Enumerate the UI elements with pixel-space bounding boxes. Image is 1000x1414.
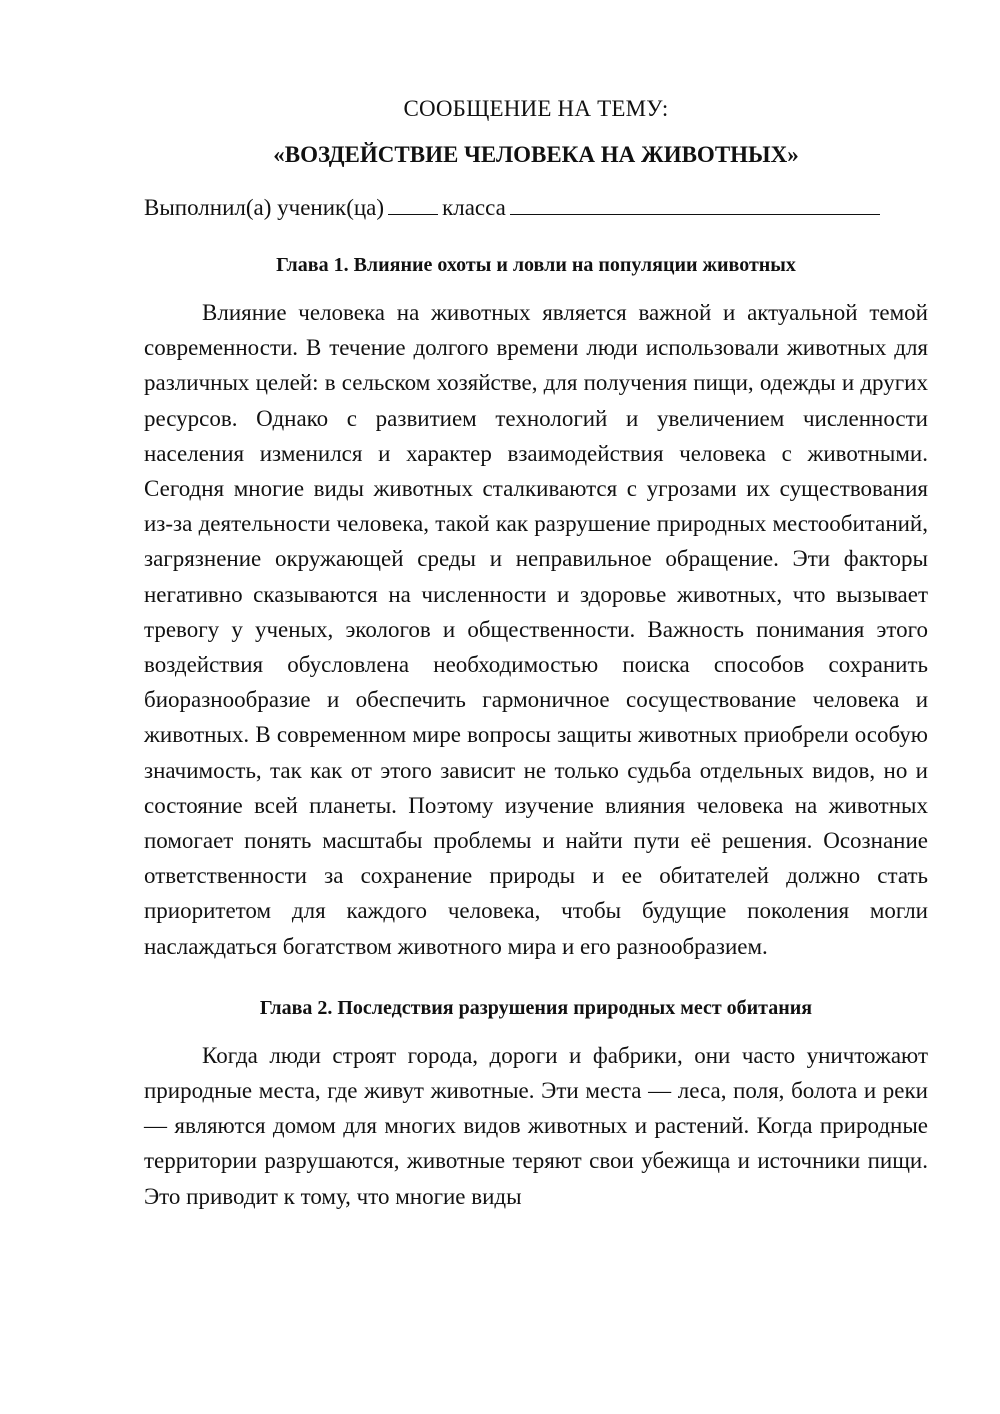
class-letter-blank[interactable] bbox=[510, 192, 880, 215]
document-heading-line1: СООБЩЕНИЕ НА ТЕМУ: bbox=[403, 96, 669, 121]
class-number-blank[interactable] bbox=[388, 192, 438, 215]
byline-class-word: класса bbox=[442, 195, 506, 220]
chapter-1-paragraph: Влияние человека на животных является важной и актуальной темой современности. В течение долгого времени люди использовали животных для различных целей: в сельском хозяйстве, для получения пищи, одежды и других ресурсов. Однако с развитием технологий и увеличением численности населения изменился и характер взаимодействия человека с животными. Сегодня многие виды животных сталкиваются с угрозами их существования из-за деятельности человека, такой как разрушение природных местообитаний, загрязнение окружающей среды и неправильное обращение. Эти факторы негативно сказываются на численности и здоровье животных, что вызывает тревогу у ученых, экологов и общественности. Важность понимания этого воздействия обусловлена необходимостью поиска способов сохранить биоразнообразие и обеспечить гармоничное сосуществование человека и животных. В современном мире вопросы защиты животных приобрели особую значимость, так как от этого зависит не только судьба отдельных видов, но и состояние всей планеты. Поэтому изучение влияния человека на животных помогает понять масштабы проблемы и найти пути её решения. Осознание ответственности за сохранение природы и ее обитателей должно стать приоритетом для каждого человека, чтобы будущие поколения могли наслаждаться богатством животного мира и его разнообразием. bbox=[144, 300, 928, 959]
document-title: «ВОЗДЕЙСТВИЕ ЧЕЛОВЕКА НА ЖИВОТНЫХ» bbox=[273, 142, 799, 167]
byline-performed-by: Выполнил(а) ученик(ца) bbox=[144, 195, 385, 220]
chapter-1-title: Глава 1. Влияние охоты и ловли на популяции животных bbox=[276, 254, 796, 276]
document-page bbox=[144, 94, 928, 1214]
chapter-2-title: Глава 2. Последствия разрушения природных мест обитания bbox=[259, 996, 813, 1019]
chapter-2-paragraph: Когда люди строят города, дороги и фабрики, они часто уничтожают природные места, где живут животные. Эти места — леса, поля, болота и реки — являются домом для многих видов животных и растений. Когда природные территории разрушаются, животные теряют свои убежища и источники пищи. Это приводит к тому, что многие виды bbox=[144, 1042, 928, 1209]
byline bbox=[144, 192, 928, 223]
